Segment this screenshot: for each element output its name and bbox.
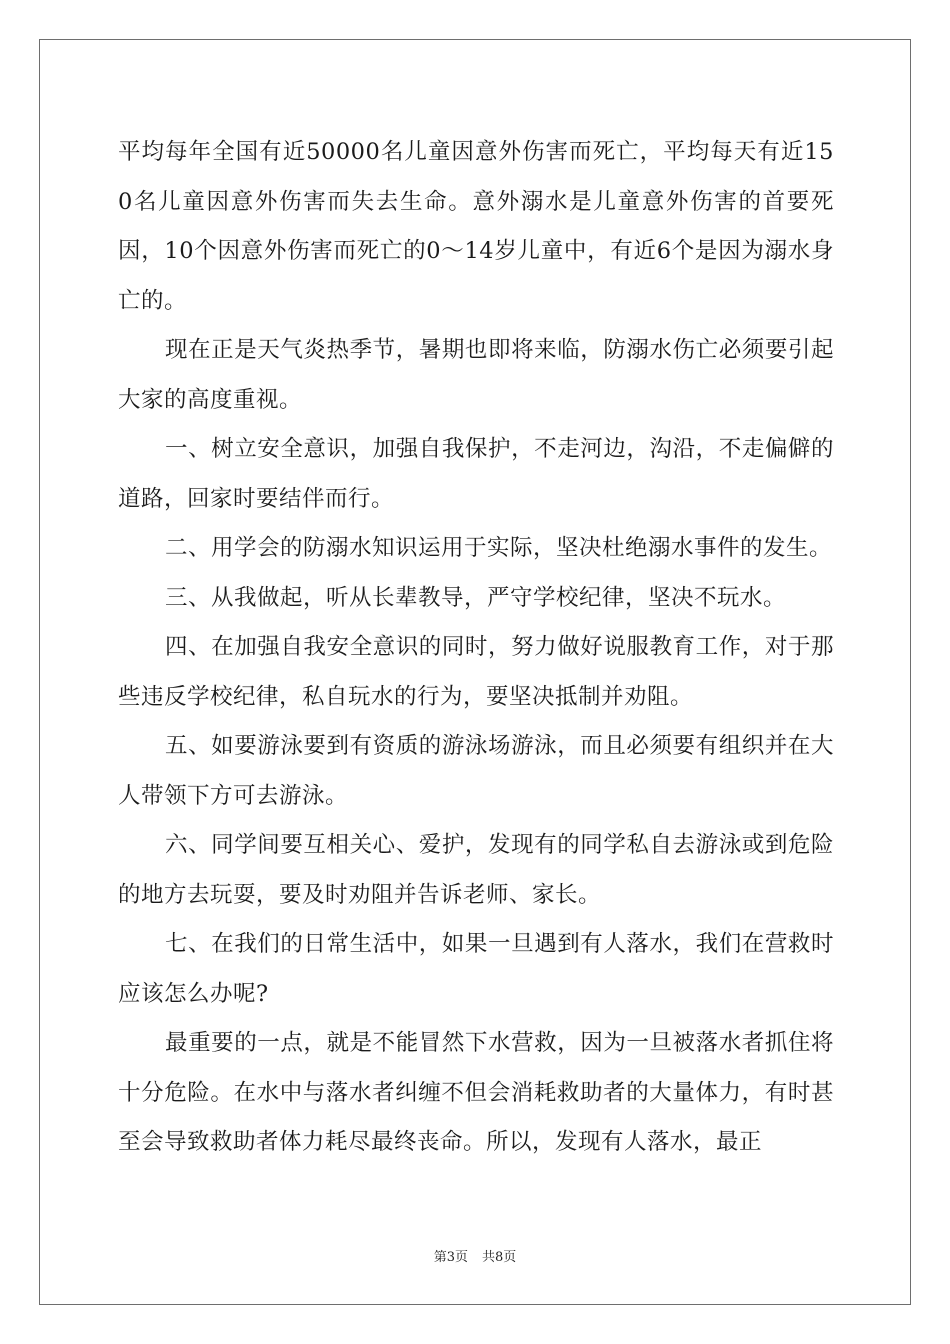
paragraph: 六、同学间要互相关心、爱护，发现有的同学私自去游泳或到危险的地方去玩耍，要及时劝阻并告诉老师、家长。: [118, 832, 834, 908]
paragraph: 四、在加强自我安全意识的同时，努力做好说服教育工作，对于那些违反学校纪律，私自玩水的行为，要坚决抵制并劝阻。: [118, 634, 834, 710]
paragraph: 一、树立安全意识，加强自我保护，不走河边，沟沿，不走偏僻的道路，回家时要结伴而行。: [118, 436, 834, 512]
paragraph: 最重要的一点，就是不能冒然下水营救，因为一旦被落水者抓住将十分危险。在水中与落水者纠缠不但会消耗救助者的大量体力，有时甚至会导致救助者体力耗尽最终丧命。所以，发现有人落水，最正: [118, 1030, 834, 1155]
paragraph: 二、用学会的防溺水知识运用于实际，坚决杜绝溺水事件的发生。: [165, 535, 833, 561]
page-total: 共8页: [482, 1250, 517, 1265]
page-number: 第3页: [433, 1250, 468, 1265]
paragraph: 现在正是天气炎热季节，暑期也即将来临，防溺水伤亡必须要引起大家的高度重视。: [118, 337, 834, 413]
paragraph: 三、从我做起，听从长辈教导，严守学校纪律，坚决不玩水。: [165, 584, 787, 611]
page-footer: [0, 1246, 950, 1265]
paragraph: 七、在我们的日常生活中，如果一旦遇到有人落水，我们在营救时应该怎么办呢?: [118, 931, 834, 1007]
paragraph: 平均每年全国有近50000名儿童因意外伤害而死亡，平均每天有近150名儿童因意外伤害而失去生命。意外溺水是儿童意外伤害的首要死因，10个因意外伤害而死亡的0～14岁儿童中，有近6个是因为溺水身亡的。: [118, 139, 834, 314]
document-body: [118, 128, 834, 1168]
paragraph: 五、如要游泳要到有资质的游泳场游泳，而且必须要有组织并在大人带领下方可去游泳。: [118, 733, 834, 809]
